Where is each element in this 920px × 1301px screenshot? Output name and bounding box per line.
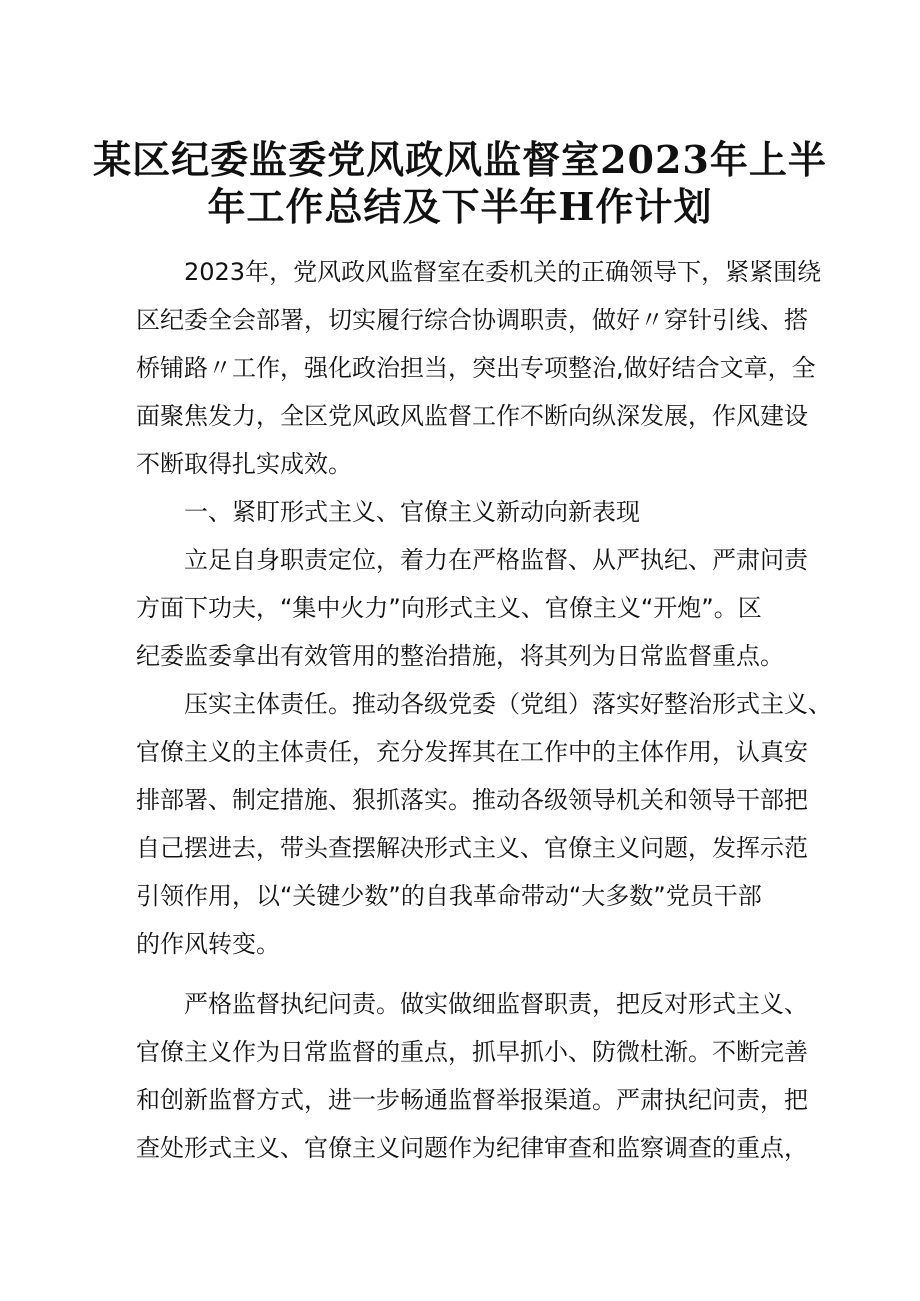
- paragraph-line: 不断取得扎实成效。: [136, 450, 352, 478]
- section-heading: 一、紧盯形式主义、官僚主义新动向新表现: [184, 498, 640, 526]
- paragraph-line: 官僚主义的主体责任，充分发挥其在工作中的主体作用，认真安: [136, 738, 808, 766]
- paragraph-line: 立足自身职责定位，着力在严格监督、从严执纪、严肃问责: [184, 546, 808, 574]
- paragraph-line: 的作风转变。: [136, 930, 280, 958]
- paragraph-line: 严格监督执纪问责。做实做细监督职责，把反对形式主义、: [184, 990, 808, 1018]
- paragraph-line: 和创新监督方式，进一步畅通监督举报渠道。严肃执纪问责，把: [136, 1086, 808, 1114]
- paragraph-line: 纪委监委拿出有效管用的整治措施，将其列为日常监督重点。: [136, 642, 784, 670]
- document-title-line-2: 年工作总结及下半年H作计划: [207, 184, 713, 229]
- paragraph-line: 排部署、制定措施、狠抓落实。推动各级领导机关和领导干部把: [136, 786, 808, 814]
- paragraph-line: 引领作用，以“关键少数”的自我革命带动“大多数”党员干部: [136, 882, 762, 910]
- paragraph-line: 面聚焦发力，全区党风政风监督工作不断向纵深发展，作风建设: [136, 402, 808, 430]
- paragraph-line: 2023年，党风政风监督室在委机关的正确领导下，紧紧围绕: [184, 258, 822, 286]
- document-title-line-1: 某区纪委监委党风政风监督室2023年上半: [93, 137, 827, 182]
- paragraph-line: 查处形式主义、官僚主义问题作为纪律审查和监察调查的重点，: [136, 1134, 808, 1162]
- paragraph-line: 官僚主义作为日常监督的重点，抓早抓小、防微杜渐。不断完善: [136, 1038, 808, 1066]
- paragraph-line: 区纪委全会部署，切实履行综合协调职责，做好〃穿针引线、搭: [136, 306, 808, 334]
- paragraph-line: 方面下功夫，“集中火力”向形式主义、官僚主义“开炮”。区: [136, 594, 762, 622]
- paragraph-line: 桥铺路〃工作，强化政治担当，突出专项整治,做好结合文章，全: [136, 354, 816, 382]
- paragraph-line: 自己摆进去，带头查摆解决形式主义、官僚主义问题，发挥示范: [136, 834, 808, 862]
- paragraph-line: 压实主体责任。推动各级党委（党组）落实好整治形式主义、: [184, 690, 832, 718]
